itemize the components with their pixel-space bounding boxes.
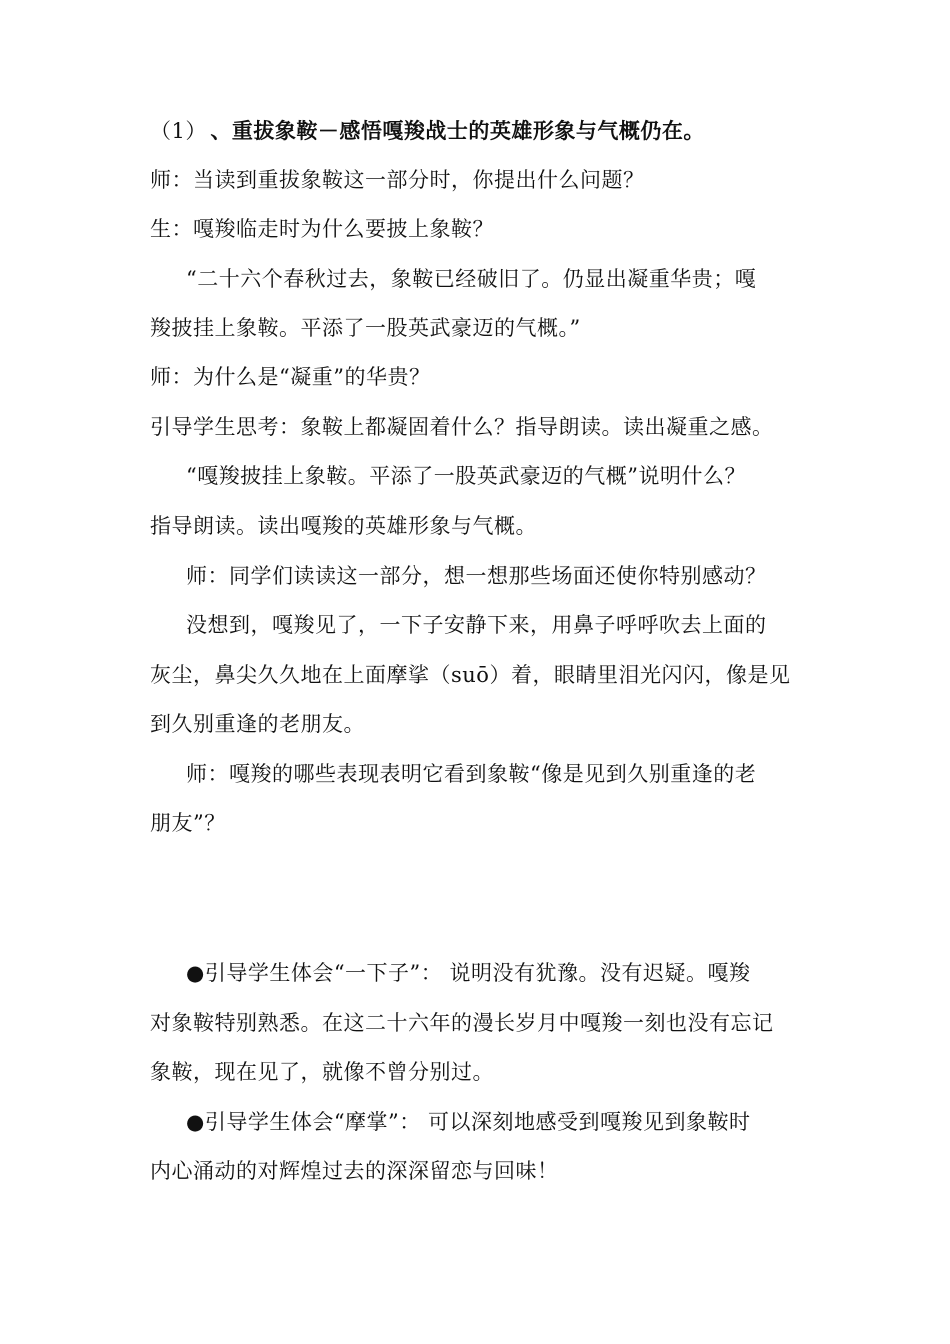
text-line: 内心涌动的对辉煌过去的深深留恋与回味！ xyxy=(150,1159,559,1183)
text-line: 师：同学们读读这一部分，想一想那些场面还使你特别感动？ xyxy=(186,564,767,588)
bullet-point: ●引导学生体会“一下子”： 说明没有犹豫。没有迟疑。嘎羧 xyxy=(186,961,751,985)
text-line: 师：嘎羧的哪些表现表明它看到象鞍“像是见到久别重逢的老 xyxy=(186,762,757,786)
section-title: 、重拔象鞍－感悟嘎羧战士的英雄形象与气概仍在。 xyxy=(210,118,705,143)
text-line: 灰尘，鼻尖久久地在上面摩挲（suō）着，眼睛里泪光闪闪，像是见 xyxy=(150,663,791,687)
text-line: 引导学生思考：象鞍上都凝固着什么？指导朗读。读出凝重之感。 xyxy=(150,415,774,439)
bullet-point: ●引导学生体会“摩掌”： 可以深刻地感受到嘎羧见到象鞍时 xyxy=(186,1110,751,1134)
text-line: 到久别重逢的老朋友。 xyxy=(150,712,365,736)
text-line: 师：为什么是“凝重”的华贵？ xyxy=(150,365,431,389)
text-line: “嘎羧披挂上象鞍。平添了一股英武豪迈的气概”说明什么？ xyxy=(186,464,746,488)
section-number: （1） xyxy=(150,119,197,143)
text-line: 指导朗读。读出嘎羧的英雄形象与气概。 xyxy=(150,514,537,538)
quote-line: 羧披挂上象鞍。平添了一股英武豪迈的气概。” xyxy=(150,316,581,340)
quote-line: “二十六个春秋过去，象鞍已经破旧了。仍显出凝重华贵；嘎 xyxy=(186,267,757,291)
text-line: 生：嘎羧临走时为什么要披上象鞍？ xyxy=(150,217,494,241)
section-heading xyxy=(150,116,705,146)
text-line: 师：当读到重拔象鞍这一部分时，你提出什么问题？ xyxy=(150,168,645,192)
text-line: 象鞍，现在见了，就像不曾分别过。 xyxy=(150,1060,494,1084)
text-line: 没想到，嘎羧见了，一下子安静下来，用鼻子呼呼吹去上面的 xyxy=(186,613,767,637)
text-line: 对象鞍特别熟悉。在这二十六年的漫长岁月中嘎羧一刻也没有忘记 xyxy=(150,1011,774,1035)
text-line: 朋友”？ xyxy=(150,811,226,835)
